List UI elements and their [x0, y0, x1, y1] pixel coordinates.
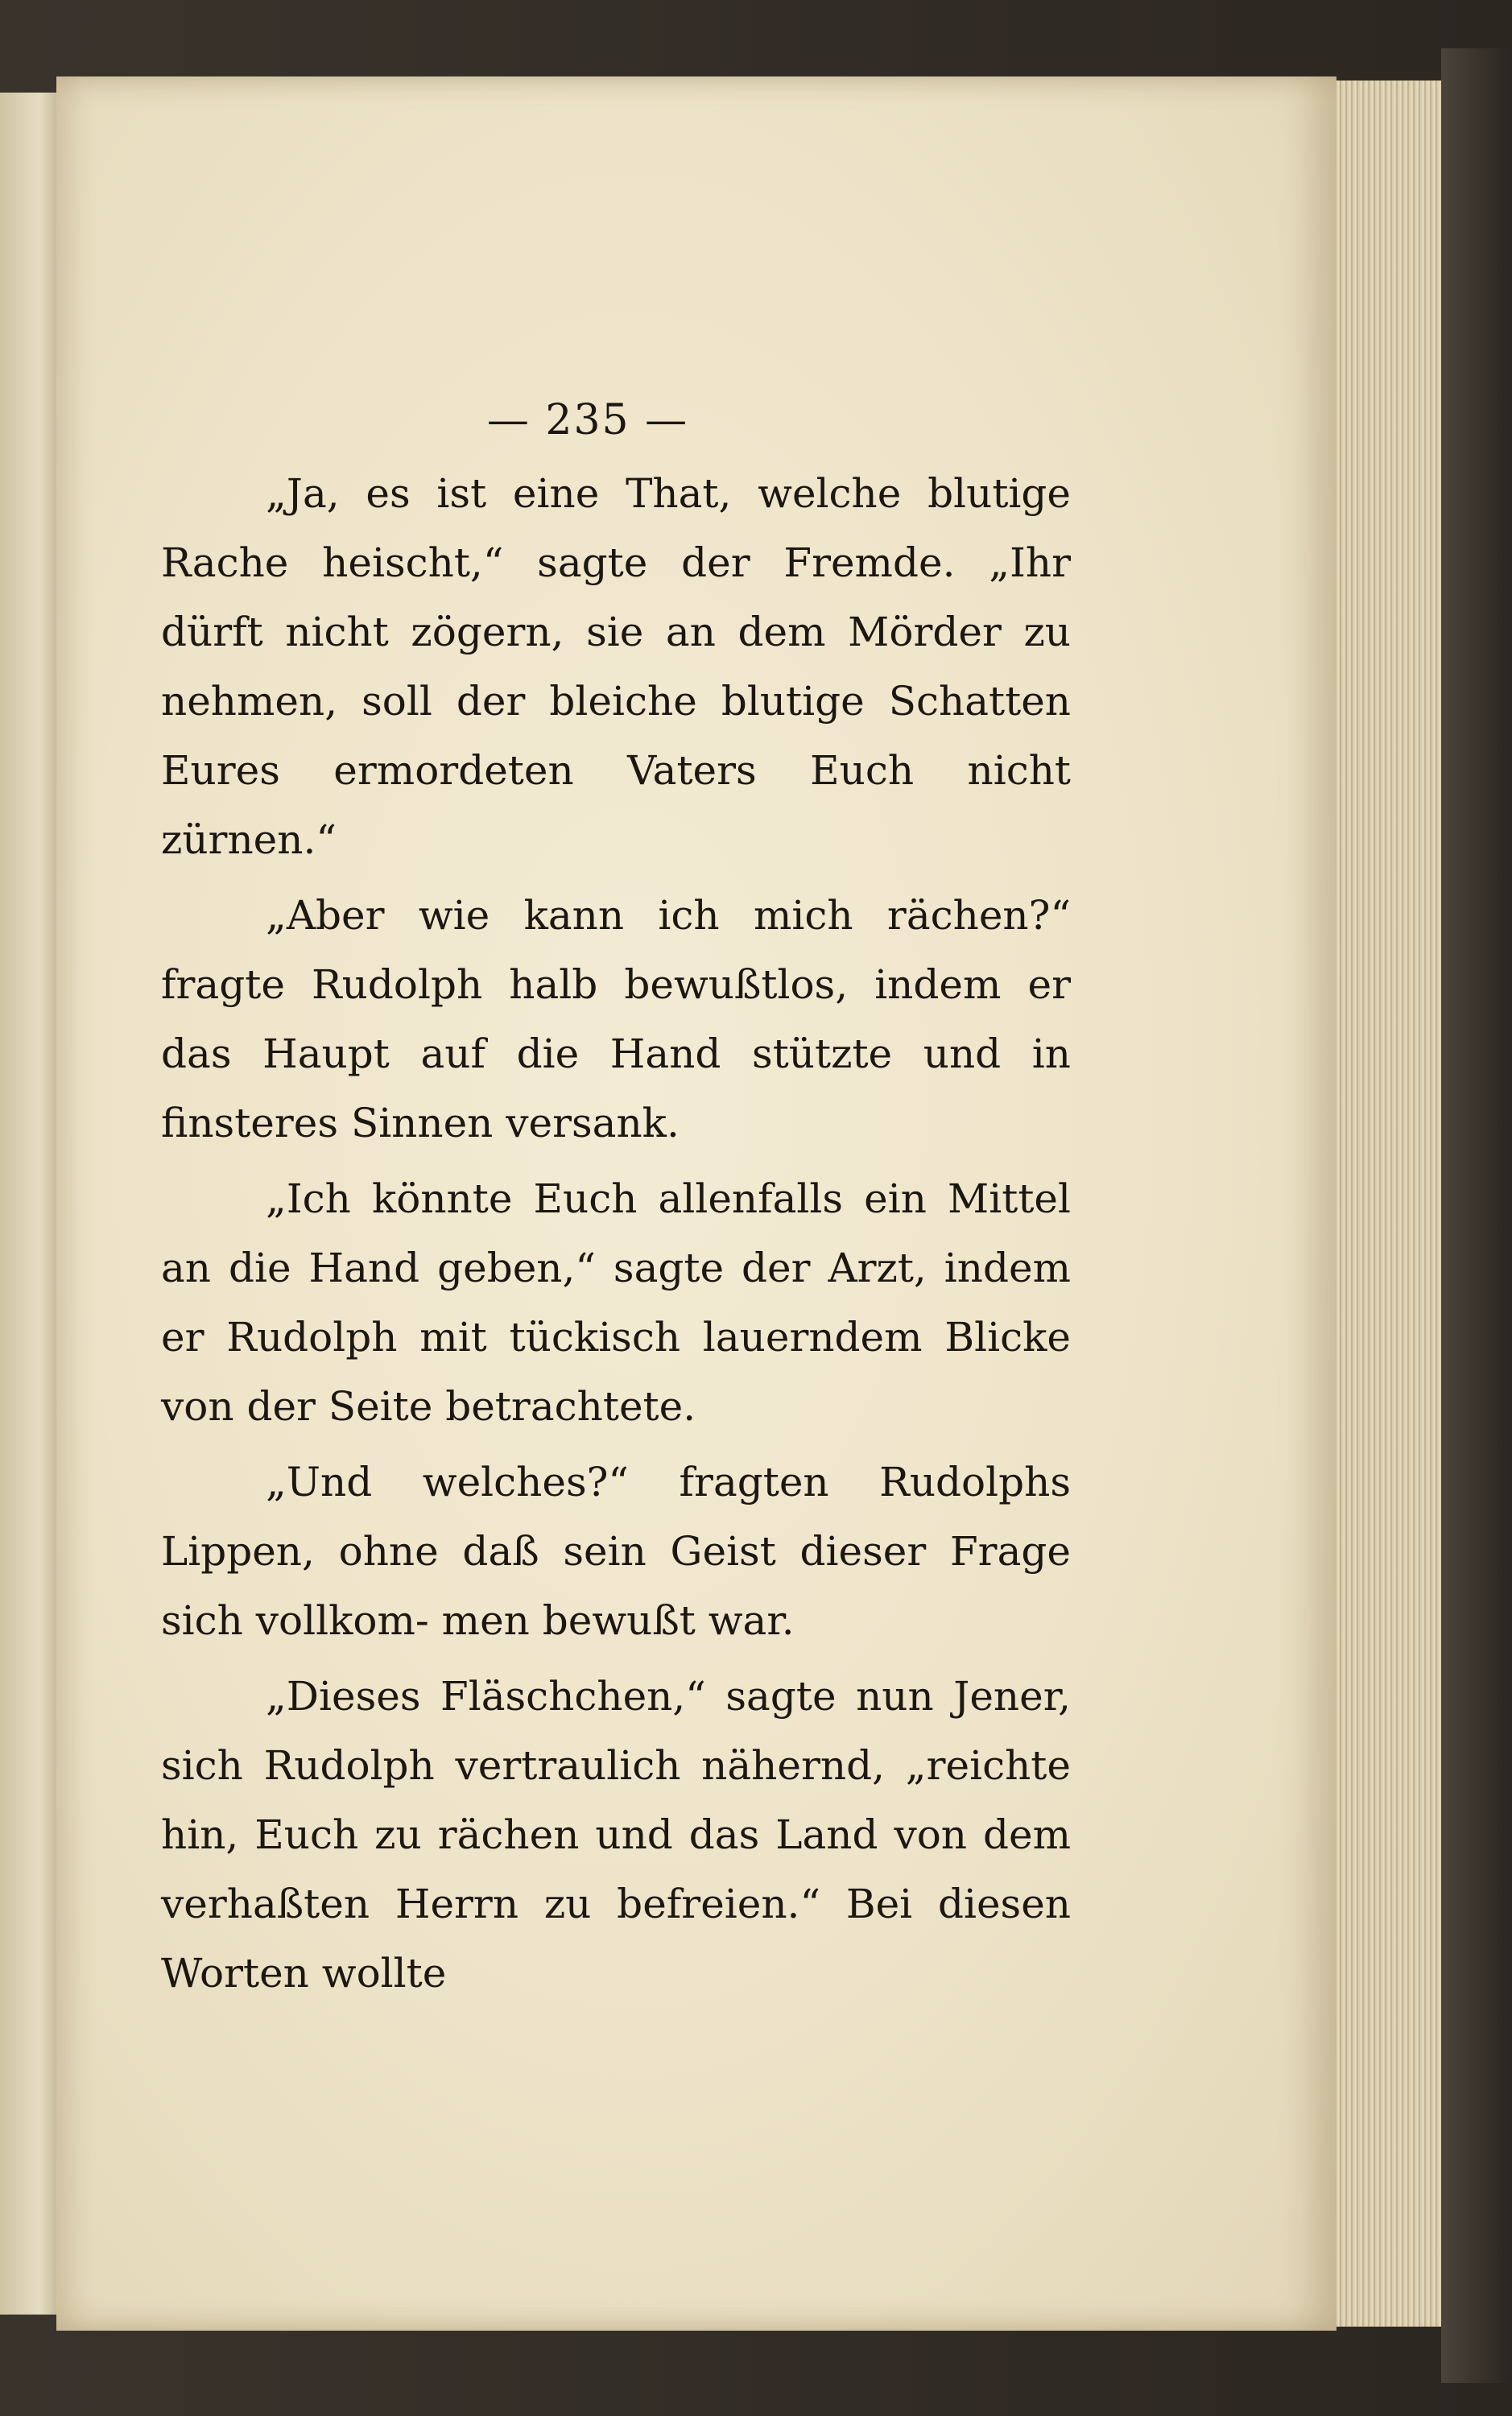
- paragraph-1: „Ja, es ist eine That, welche blutige Rache heischt,“ sagte der Fremde. „Ihr dürft nicht zögern, sie an dem Mörder zu nehmen, soll der bleiche blutige Schatten Eures ermordeten Vaters Euch nicht zürnen.“: [161, 470, 1071, 863]
- book-cover-edge: [1441, 48, 1512, 2383]
- paragraph-4: „Und welches?“ fragten Rudolphs Lippen, ohne daß sein Geist dieser Frage sich vollkom- men bewußt war.: [161, 1459, 1071, 1644]
- page-stack-edges: [1336, 81, 1444, 2327]
- body-text: [161, 386, 1071, 2014]
- left-page-edge: [0, 93, 58, 2315]
- paragraph-3: „Ich könnte Euch allenfalls ein Mittel an die Hand geben,“ sagte der Arzt, indem er Rudolph mit tückisch lauerndem Blicke von der Seite betrachtete.: [161, 1175, 1071, 1430]
- page-number: — 235 —: [486, 396, 689, 444]
- paragraph-2: „Aber wie kann ich mich rächen?“ fragte Rudolph halb bewußtlos, indem er das Haupt auf die Hand stützte und in finsteres Sinnen versank.: [161, 892, 1071, 1146]
- paragraph-5: „Dieses Fläschchen,“ sagte nun Jener, sich Rudolph vertraulich nähernd, „reichte hin, Euch zu rächen und das Land von dem verhaßten Herrn zu befreien.“ Bei diesen Worten wollte: [161, 1673, 1071, 1997]
